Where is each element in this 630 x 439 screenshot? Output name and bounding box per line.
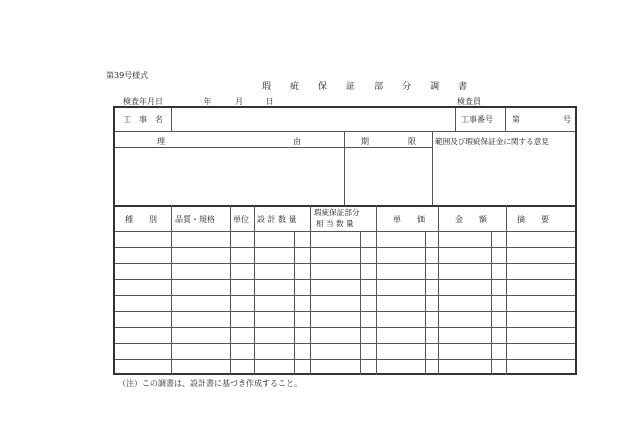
- work-number-label: 工事番号: [461, 115, 493, 124]
- title-char: 分: [402, 82, 412, 92]
- divider: [344, 131, 345, 206]
- table-row[interactable]: [115, 328, 575, 343]
- col-defect-qty-header-line1: 瑕疵保証部分: [314, 208, 360, 217]
- col-type-header: 種 別: [125, 215, 157, 224]
- title-char: 書: [458, 82, 468, 92]
- inspector-label: 検査員: [457, 97, 481, 106]
- table-row[interactable]: [115, 312, 575, 327]
- form-number: 第39号様式: [106, 71, 149, 80]
- table-row[interactable]: [115, 360, 575, 373]
- work-number-dai: 第: [512, 115, 520, 124]
- divider: [505, 108, 506, 131]
- col-amount-header: 金 額: [455, 215, 487, 224]
- col-unit-price-header: 単 価: [393, 215, 425, 224]
- divider: [455, 108, 456, 131]
- divider: [115, 147, 432, 148]
- work-number-field[interactable]: [527, 111, 557, 127]
- table-row[interactable]: [115, 280, 575, 295]
- title-char: 保: [318, 82, 328, 92]
- reason-field[interactable]: [118, 150, 340, 203]
- title-char: 疵: [290, 82, 300, 92]
- year-label: 年: [203, 97, 212, 106]
- opinion-field[interactable]: [436, 150, 572, 203]
- title-char: 瑕: [262, 82, 272, 92]
- form-table: [113, 106, 577, 375]
- col-unit-header: 単位: [233, 215, 249, 224]
- period-header-right: 限: [408, 137, 416, 146]
- table-row[interactable]: [115, 248, 575, 263]
- work-name-label: 工 事 名: [123, 115, 163, 124]
- title-char: 部: [374, 82, 384, 92]
- col-design-qty-header: 設 計 数 量: [257, 215, 297, 224]
- divider: [432, 131, 433, 206]
- month-label: 月: [235, 97, 244, 106]
- period-field[interactable]: [348, 150, 428, 203]
- work-number-go: 号: [563, 115, 571, 124]
- table-row[interactable]: [115, 296, 575, 311]
- table-row[interactable]: [115, 344, 575, 359]
- table-row[interactable]: [115, 232, 575, 247]
- document-title: [262, 79, 486, 92]
- col-defect-qty-header-line2: 相 当 数 量: [316, 219, 354, 228]
- title-char: 調: [430, 82, 440, 92]
- footnote: （注）この調書は、設計書に基づき作成すること。: [118, 379, 302, 388]
- col-quality-header: 品質・規格: [175, 215, 215, 224]
- reason-header-left: 理: [157, 137, 165, 146]
- inspection-date-label: 検査年月日: [123, 97, 163, 106]
- opinion-header: 範囲及び瑕疵保証金に関する意見: [435, 137, 549, 146]
- work-name-field[interactable]: [175, 111, 451, 127]
- title-char: 証: [346, 82, 356, 92]
- table-row[interactable]: [115, 264, 575, 279]
- reason-header-right: 由: [293, 137, 301, 146]
- divider: [171, 108, 172, 131]
- period-header-left: 期: [361, 137, 369, 146]
- day-label: 日: [265, 97, 274, 106]
- col-remarks-header: 摘 要: [517, 215, 549, 224]
- divider: [115, 131, 575, 132]
